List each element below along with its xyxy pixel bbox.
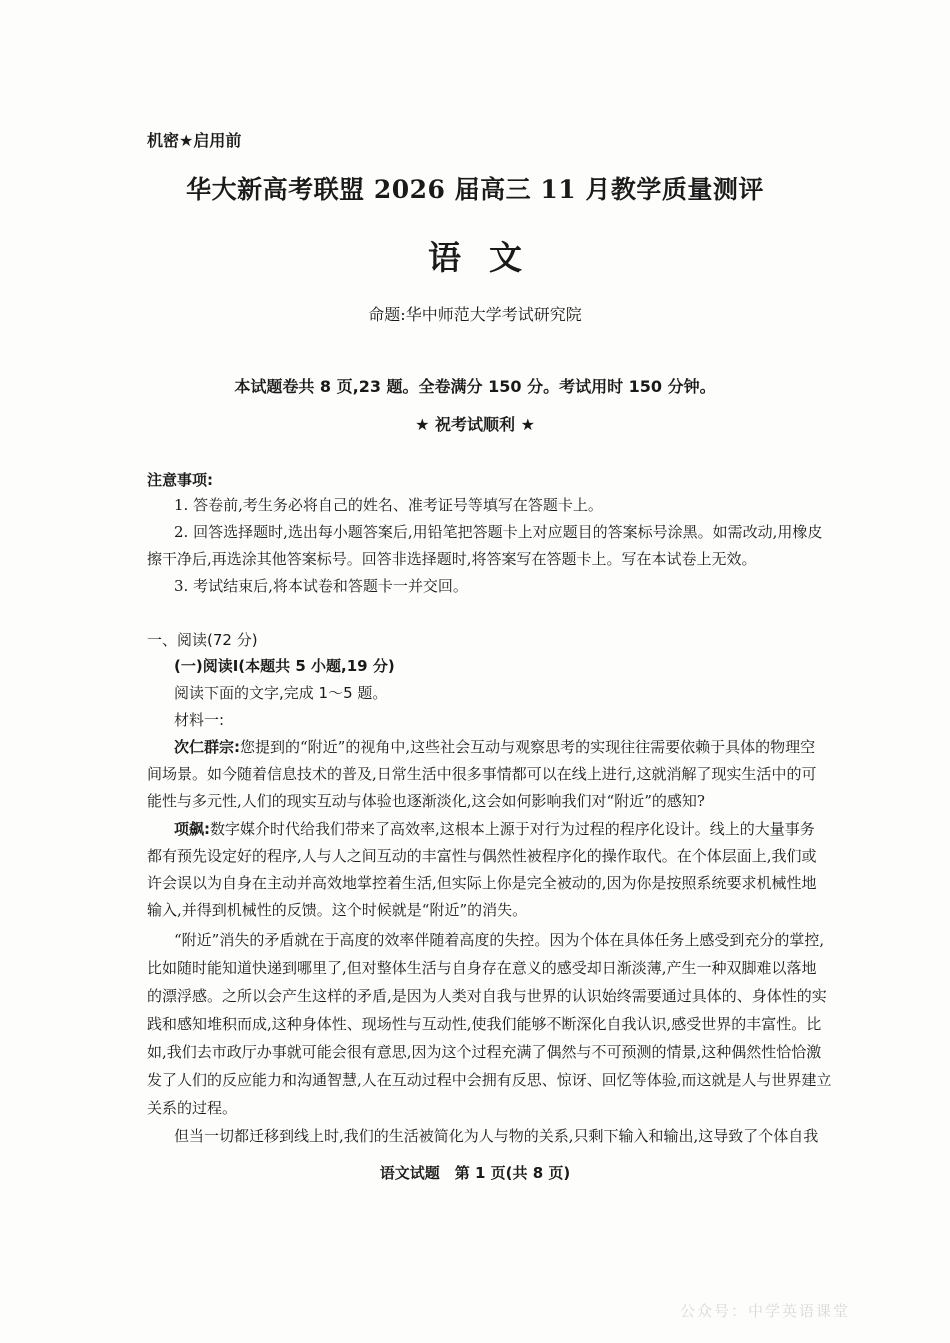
section-sub-heading: (一)阅读Ⅰ(本题共 5 小题,19 分) [174, 657, 395, 675]
notice-item-2-continued: 擦干净后,再选涂其他答案标号。回答非选择题时,将答案写在答题卡上。写在本试卷上无效。 [147, 550, 757, 568]
subject-title: 语文 [428, 238, 550, 277]
confidential-label: 机密★启用前 [147, 131, 242, 150]
passage-line: “附近”消失的矛盾就在于高度的效率伴随着高度的失控。因为个体在具体任务上感受到充分的掌控, [174, 931, 825, 949]
passage-line: 践和感知堆积而成,这种身体性、现场性与互动性,使我们能够不断深化自我认识,感受世界的丰富性。比 [147, 1015, 822, 1033]
passage-line: 都有预先设定好的程序,人与人之间互动的丰富性与偶然性被程序化的操作取代。在个体层面上,我们或 [147, 847, 817, 865]
speaker-name: 项飙: [174, 820, 210, 838]
watermark-text: 公众号：中学英语课堂 [680, 1302, 851, 1320]
exam-main-title: 华大新高考联盟 2026 届高三 11 月教学质量测评 [186, 175, 764, 204]
passage-text: 数字媒介时代给我们带来了高效率,这根本上源于对行为过程的程序化设计。线上的大量事务 [210, 820, 815, 838]
passage-line [174, 819, 815, 839]
passage-line: 许会误以为自身在主动并高效地掌控着生活,但实际上你是完全被动的,因为你是按照系统要求机械性地 [147, 874, 817, 892]
passage-text: 您提到的“附近”的视角中,这些社会互动与观察思考的实现往往需要依赖于具体的物理空 [240, 738, 816, 756]
passage-line: 间场景。如今随着信息技术的普及,日常生活中很多事情都可以在线上进行,这就消解了现实生活中的可 [147, 765, 817, 783]
passage-line [174, 737, 815, 757]
section-instruction: 阅读下面的文字,完成 1～5 题。 [174, 684, 388, 702]
notice-item-3: 3. 考试结束后,将本试卷和答题卡一并交回。 [174, 577, 468, 595]
passage-line: 但当一切都迁移到线上时,我们的生活被简化为人与物的关系,只剩下输入和输出,这导致了个体自我 [174, 1127, 819, 1145]
passage-line: 如,我们去市政厅办事就可能会很有意思,因为这个过程充满了偶然与不可预测的情景,这种偶然性恰恰激 [147, 1043, 822, 1061]
author-line: 命题:华中师范大学考试研究院 [368, 305, 582, 324]
notice-item-2: 2. 回答选择题时,选出每小题答案后,用铅笔把答题卡上对应题目的答案标号涂黑。如需改动,用橡皮 [174, 523, 823, 541]
notice-item-1: 1. 答卷前,考生务必将自己的姓名、准考证号等填写在答题卡上。 [174, 496, 603, 514]
passage-line: 能性与多元性,人们的现实互动与体验也逐渐淡化,这会如何影响我们对“附近”的感知? [147, 792, 705, 810]
notice-heading: 注意事项: [147, 471, 213, 489]
passage-line: 关系的过程。 [147, 1099, 238, 1117]
passage-line: 的漂浮感。之所以会产生这样的矛盾,是因为人类对自我与世界的认识始终需要通过具体的、身体性的实 [147, 987, 827, 1005]
material-label: 材料一: [174, 711, 225, 729]
good-luck-line: ★ 祝考试顺利 ★ [415, 415, 535, 434]
passage-line: 比如随时能知道快递到哪里了,但对整体生活与自身存在意义的感受却日渐淡薄,产生一种双脚难以落地 [147, 959, 817, 977]
section-heading: 一、阅读(72 分) [147, 631, 258, 649]
page-footer: 语文试题 第 1 页(共 8 页) [379, 1164, 571, 1182]
passage-line: 输入,并得到机械性的反馈。这个时候就是“附近”的消失。 [147, 901, 528, 919]
exam-info-line: 本试题卷共 8 页,23 题。全卷满分 150 分。考试用时 150 分钟。 [234, 377, 716, 396]
passage-line: 发了人们的反应能力和沟通智慧,人在互动过程中会拥有反思、惊讶、回忆等体验,而这就是人与世界建立 [147, 1071, 832, 1089]
speaker-name: 次仁群宗: [174, 738, 240, 756]
